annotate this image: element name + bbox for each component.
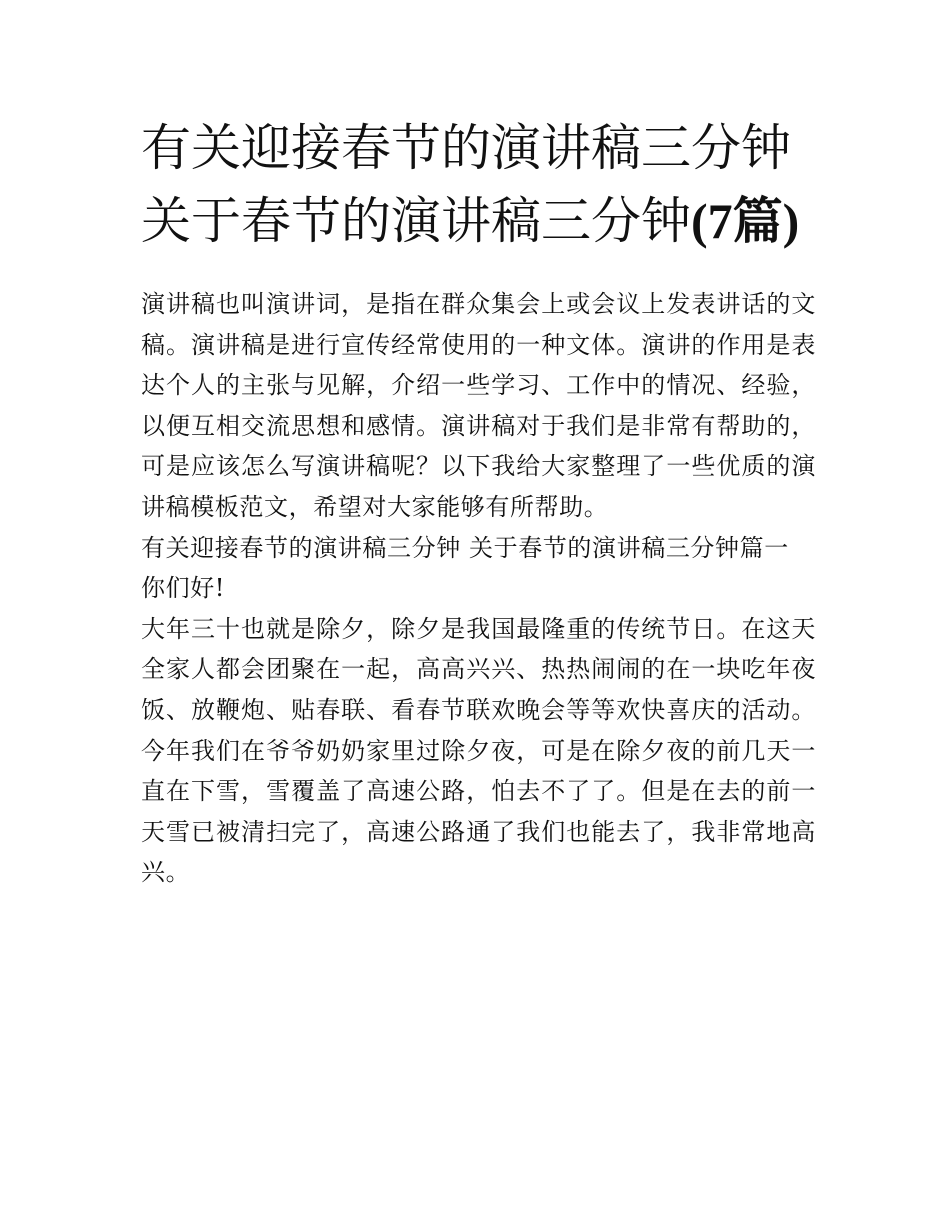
document-title-suffix: (7篇) — [691, 193, 800, 249]
document-title-main: 有关迎接春节的演讲稿三分钟 关于春节的演讲稿三分钟 — [141, 119, 791, 250]
section-heading: 有关迎接春节的演讲稿三分钟 关于春节的演讲稿三分钟篇一 — [141, 533, 789, 562]
document-body — [141, 284, 816, 893]
document-title — [141, 112, 816, 258]
document-page — [141, 112, 816, 893]
intro-paragraph: 演讲稿也叫演讲词，是指在群众集会上或会议上发表讲话的文稿。演讲稿是进行宣传经常使用的一种文体。演讲的作用是表达个人的主张与见解，介绍一些学习、工作中的情况、经验，以便互相交流思想和感情。演讲稿对于我们是非常有帮助的，可是应该怎么写演讲稿呢？以下我给大家整理了一些优质的演讲稿模板范文，希望对大家能够有所帮助。 — [141, 290, 816, 521]
greeting-paragraph: 你们好! — [141, 574, 226, 603]
speech-paragraph: 大年三十也就是除夕，除夕是我国最隆重的传统节日。在这天全家人都会团聚在一起，高高兴兴、热热闹闹的在一块吃年夜饭、放鞭炮、贴春联、看春节联欢晚会等等欢快喜庆的活动。今年我们在爷爷奶奶家里过除夕夜，可是在除夕夜的前几天一直在下雪，雪覆盖了高速公路，怕去不了了。但是在去的前一天雪已被清扫完了，高速公路通了我们也能去了，我非常地高兴。 — [141, 614, 816, 887]
